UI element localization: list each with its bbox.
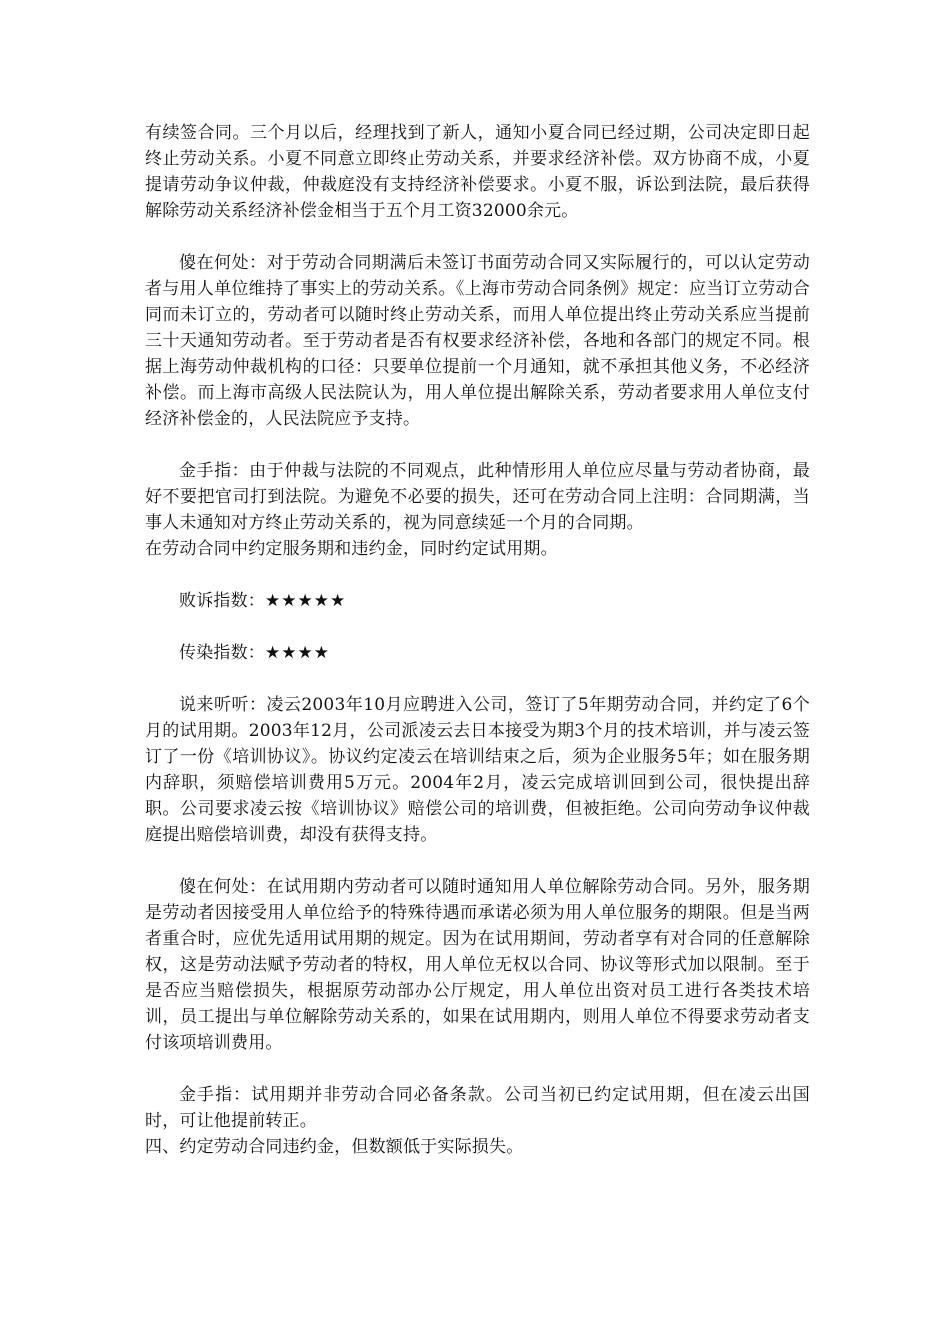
paragraph-golden-tip-2: 金手指：试用期并非劳动合同必备条款。公司当初已约定试用期，但在凌云出国时，可让他提前转正。 [145, 1085, 810, 1131]
paragraph-why-foolish-2: 傻在何处：在试用期内劳动者可以随时通知用人单位解除劳动合同。另外，服务期是劳动者因接受用人单位给予的特殊待遇而承诺必须为用人单位服务的期限。但是当两者重合时，应优先适用试用期的规定。因为在试用期间，劳动者享有对合同的任意解除权，这是劳动法赋予劳动者的特权，用人单位无权以合同、协议等形式加以限制。至于是否应当赔偿损失，根据原劳动部办公厅规定，用人单位出资对员工进行各类技术培训，员工提出与单位解除劳动关系的，如果在试用期内，则用人单位不得要求劳动者支付该项培训费用。 [145, 877, 810, 1053]
contagion-index-row [145, 640, 810, 666]
paragraph-why-foolish-1: 傻在何处：对于劳动合同期满后未签订书面劳动合同又实际履行的，可以认定劳动者与用人单位维持了事实上的劳动关系。《上海市劳动合同条例》规定：应当订立劳动合同而未订立的，劳动者可以随时终止劳动关系，而用人单位提出终止劳动关系应当提前三十天通知劳动者。至于劳动者是否有权要求经济补偿，各地和各部门的规定不同。根据上海劳动仲裁机构的口径：只要单位提前一个月通知，就不承担其他义务，不必经济补偿。而上海市高级人民法院认为，用人单位提出解除关系，劳动者要求用人单位支付经济补偿金的，人民法院应予支持。 [145, 253, 810, 429]
section-heading-four: 四、约定劳动合同违约金，但数额低于实际损失。 [145, 1137, 524, 1157]
paragraph-golden-tip-1: 金手指：由于仲裁与法院的不同观点，此种情形用人单位应尽量与劳动者协商，最好不要把官司打到法院。为避免不必要的损失，还可在劳动合同上注明：合同期满，当事人未通知对方终止劳动关系的，视为同意续延一个月的合同期。 [145, 461, 810, 533]
paragraph-case-story-2: 说来听听：凌云2003年10月应聘进入公司，签订了5年期劳动合同，并约定了6个月的试用期。2003年12月，公司派凌云去日本接受为期3个月的技术培训，并与凌云签订了一份《培训协议》。协议约定凌云在培训结束之后，须为企业服务5年；如在服务期内辞职，须赔偿培训费用5万元。2004年2月，凌云完成培训回到公司，很快提出辞职。公司要求凌云按《培训协议》赔偿公司的培训费，但被拒绝。公司向劳动争议仲裁庭提出赔偿培训费，却没有获得支持。 [145, 695, 810, 845]
document-body [145, 120, 810, 1160]
losing-index-row [145, 588, 810, 614]
contagion-index-stars: ★★★★ [265, 643, 330, 663]
paragraph-case-continuation: 有续签合同。三个月以后，经理找到了新人，通知小夏合同已经过期，公司决定即日起终止劳动关系。小夏不同意立即终止劳动关系，并要求经济补偿。双方协商不成，小夏提请劳动争议仲裁，仲裁庭没有支持经济补偿要求。小夏不服，诉讼到法院，最后获得解除劳动关系经济补偿金相当于五个月工资32000余元。 [145, 123, 810, 221]
losing-index-label: 败诉指数： [179, 591, 265, 611]
losing-index-stars: ★★★★★ [265, 591, 347, 611]
contagion-index-label: 传染指数： [179, 643, 265, 663]
section-heading-service-period: 在劳动合同中约定服务期和违约金，同时约定试用期。 [145, 539, 558, 559]
